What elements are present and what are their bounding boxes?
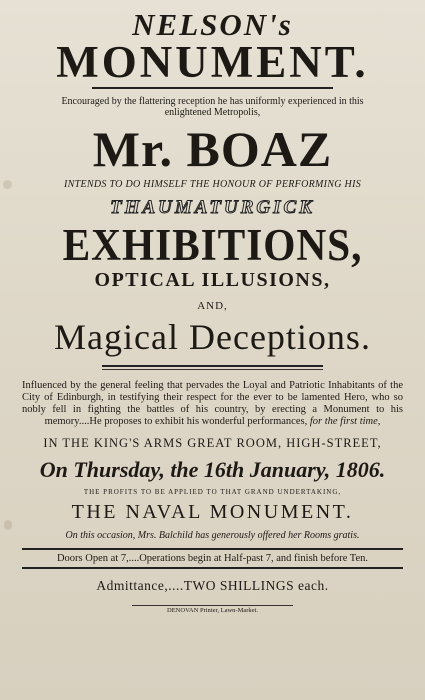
naval-monument-heading: THE NAVAL MONUMENT. <box>71 501 354 523</box>
intends-text: INTENDS TO DO HIMSELF THE HONOUR OF PERFORMING HIS <box>63 179 362 190</box>
optical-illusions-heading: OPTICAL ILLUSIONS, <box>94 269 331 291</box>
printer-imprint: DENOVAN Printer, Lawn-Market. <box>167 607 258 614</box>
magical-deceptions-heading: Magical Deceptions. <box>54 317 371 357</box>
and-text: AND, <box>197 300 228 312</box>
doors-line: Doors Open at 7,....Operations begin at Half-past 7, and finish before Ten. <box>56 553 369 564</box>
title-monument: MONUMENT. <box>56 37 369 87</box>
title-nelsons: NELSON's <box>132 7 293 42</box>
doors-box <box>22 548 403 569</box>
thaumaturgick-heading: THAUMATURGICK <box>110 197 315 218</box>
admittance-line: Admittance,....TWO SHILLINGS each. <box>96 578 329 593</box>
performer-name: Mr. BOAZ <box>92 121 333 177</box>
influenced-paragraph <box>22 380 403 428</box>
exhibitions-heading: EXHIBITIONS, <box>62 220 363 270</box>
date-line: On Thursday, the 16th January, 1806. <box>39 457 386 482</box>
occasion-line: On this occasion, Mrs. Balchild has generously offered her Rooms gratis. <box>65 530 360 541</box>
encouraged-text: Encouraged by the flattering reception he has uniformly experienced in this enlightened Metropolis, <box>61 96 364 118</box>
section-divider <box>102 365 323 370</box>
venue-line: IN THE KING'S ARMS GREAT ROOM, HIGH-STREET, <box>43 436 382 450</box>
first-time-text: for the first time, <box>309 416 381 427</box>
title-divider <box>92 87 333 89</box>
influenced-text: Influenced by the general feeling that pervades the Loyal and Patriotic Inhabitants of the City of Edinburgh, in testifying their respect for the ever to be lamented Hero, who so nobly fell in fighting the battles of his country, by erecting a Monument to his memory....He proposes to exhibit his wonderful performances, <box>22 380 403 427</box>
printer-divider <box>132 605 293 606</box>
profits-line: THE PROFITS TO BE APPLIED TO THAT GRAND UNDERTAKING, <box>83 488 342 496</box>
paper-stain <box>4 520 12 530</box>
paper-stain <box>3 180 12 189</box>
